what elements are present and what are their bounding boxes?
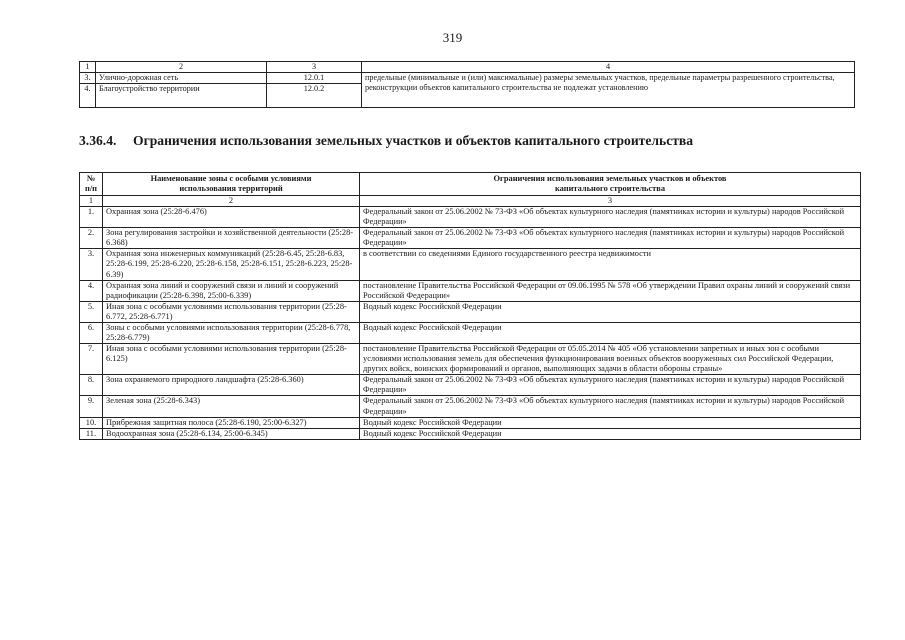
land-use-table-continuation — [79, 61, 855, 108]
row-number: 11. — [80, 428, 103, 439]
restriction-basis: Федеральный закон от 25.06.2002 № 73-ФЗ «Об объектах культурного наследия (памятниках истории и культуры) народов Российской Федерации» — [360, 228, 861, 249]
column-number: 1 — [80, 196, 103, 207]
use-type-code: 12.0.1 — [267, 72, 362, 83]
table-row — [80, 428, 861, 439]
header-num: № п/п — [80, 173, 103, 196]
table-row — [80, 280, 861, 301]
zone-name: Охранная зона инженерных коммуникаций (25:28-6.45, 25:28-6.83, 25:28-6.199, 25:28-6.220, 25:28-6.158, 25:28-6.151, 25:28-6.223, 25:28-6.39) — [103, 249, 360, 280]
table-row — [80, 72, 855, 83]
row-number: 3. — [80, 249, 103, 280]
table-row — [80, 228, 861, 249]
use-type-code: 12.0.2 — [267, 83, 362, 107]
zone-name: Зона охраняемого природного ландшафта (25:28-6.360) — [103, 375, 360, 396]
column-number-row — [80, 196, 861, 207]
table-row — [80, 375, 861, 396]
column-number: 3 — [267, 62, 362, 73]
header-row — [80, 173, 861, 196]
use-type-name: Улично-дорожная сеть — [96, 72, 267, 83]
zone-name: Зона регулирования застройки и хозяйственной деятельности (25:28-6.368) — [103, 228, 360, 249]
zone-name: Прибрежная защитная полоса (25:28-6.190, 25:00-6.327) — [103, 417, 360, 428]
restriction-basis: Водный кодекс Российской Федерации — [360, 428, 861, 439]
table-row — [80, 301, 861, 322]
header-restrictions: Ограничения использования земельных участков и объектов капитального строительства — [360, 173, 861, 196]
section-title: Ограничения использования земельных участков и объектов капитального строительства — [133, 133, 694, 148]
page-number: 319 — [442, 30, 463, 45]
table-row — [80, 249, 861, 280]
row-number: 8. — [80, 375, 103, 396]
row-number: 4. — [80, 83, 96, 107]
restriction-basis: в соответствии со сведениями Единого государственного реестра недвижимости — [360, 249, 861, 280]
column-number: 4 — [362, 62, 855, 73]
row-number: 4. — [80, 280, 103, 301]
parameters-text: предельные (минимальные и (или) максимальные) размеры земельных участков, предельные параметры разрешенного строительства, реконструкции объектов капитального строительства не подлежат установлению — [362, 72, 855, 107]
restriction-basis: Водный кодекс Российской Федерации — [360, 301, 861, 322]
table-row — [80, 322, 861, 343]
zone-name: Охранная зона (25:28-6.476) — [103, 207, 360, 228]
restriction-basis: Водный кодекс Российской Федерации — [360, 417, 861, 428]
zone-name: Иная зона с особыми условиями использования территории (25:28-6.125) — [103, 344, 360, 375]
restriction-basis: Федеральный закон от 25.06.2002 № 73-ФЗ «Об объектах культурного наследия (памятниках истории и культуры) народов Российской Федерации» — [360, 375, 861, 396]
table-row — [80, 207, 861, 228]
restriction-basis: постановление Правительства Российской Федерации от 05.05.2014 № 405 «Об установлении запретных и иных зон с особыми условиями использования земель для обеспечения функционирования военных объектов вооруженных сил Российской Федерации, других войск, воинских формирований и органов, выполняющих задачи в области обороны страны» — [360, 344, 861, 375]
section-heading — [79, 133, 859, 149]
row-number: 3. — [80, 72, 96, 83]
column-number: 3 — [360, 196, 861, 207]
row-number: 2. — [80, 228, 103, 249]
zone-name: Водоохранная зона (25:28-6.134, 25:00-6.345) — [103, 428, 360, 439]
restriction-basis: постановление Правительства Российской Федерации от 09.06.1995 № 578 «Об утверждении Правил охраны линий и сооружений связи Российской Федерации» — [360, 280, 861, 301]
restriction-basis: Федеральный закон от 25.06.2002 № 73-ФЗ «Об объектах культурного наследия (памятниках истории и культуры) народов Российской Федерации» — [360, 207, 861, 228]
row-number: 1. — [80, 207, 103, 228]
row-number: 7. — [80, 344, 103, 375]
column-number: 1 — [80, 62, 96, 73]
zone-name: Охранная зона линий и сооружений связи и линий и сооружений радиофикации (25:28-6.398, 25:00-6.339) — [103, 280, 360, 301]
table-row — [80, 344, 861, 375]
zone-name: Зеленая зона (25:28-6.343) — [103, 396, 360, 417]
row-number: 9. — [80, 396, 103, 417]
restrictions-table — [79, 172, 861, 440]
zone-name: Зоны с особыми условиями использования территории (25:28-6.778, 25:28-6.779) — [103, 322, 360, 343]
restriction-basis: Федеральный закон от 25.06.2002 № 73-ФЗ «Об объектах культурного наследия (памятниках истории и культуры) народов Российской Федерации» — [360, 396, 861, 417]
section-number: 3.36.4. — [79, 133, 117, 148]
zone-name: Иная зона с особыми условиями использования территории (25:28-6.772, 25:28-6.771) — [103, 301, 360, 322]
header-zone: Наименование зоны с особыми условиями использования территорий — [103, 173, 360, 196]
row-number: 10. — [80, 417, 103, 428]
row-number: 6. — [80, 322, 103, 343]
column-number: 2 — [103, 196, 360, 207]
row-number: 5. — [80, 301, 103, 322]
table-row — [80, 396, 861, 417]
restriction-basis: Водный кодекс Российской Федерации — [360, 322, 861, 343]
column-number-row — [80, 62, 855, 73]
column-number: 2 — [96, 62, 267, 73]
table-row — [80, 417, 861, 428]
use-type-name: Благоустройство территории — [96, 83, 267, 107]
